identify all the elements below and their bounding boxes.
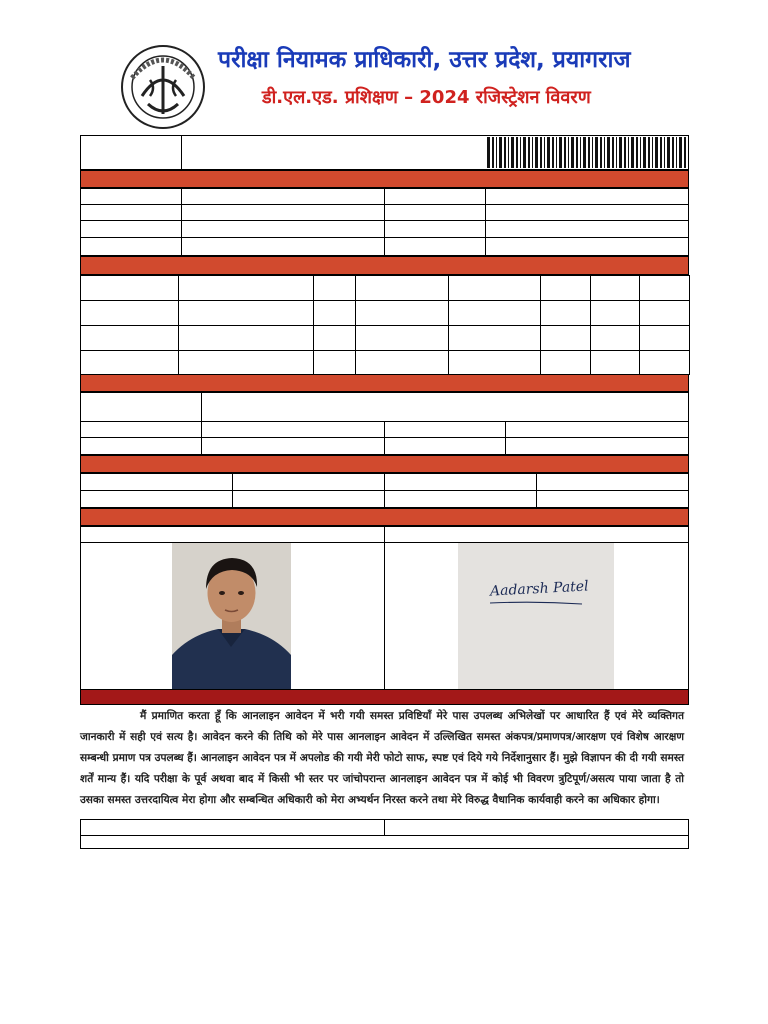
- barcode-bar: [684, 137, 686, 168]
- form-cell: [80, 220, 182, 238]
- form-cell: [536, 473, 689, 491]
- barcode-bar: [664, 137, 665, 168]
- form-cell: [384, 188, 486, 205]
- qualification-cell: [80, 300, 179, 326]
- barcode-bar: [580, 137, 581, 168]
- signature-label-cell: [384, 526, 689, 543]
- section-band-4: [80, 455, 689, 473]
- barcode-bar: [540, 137, 542, 168]
- form-cell: [232, 490, 385, 508]
- barcode-bar: [619, 137, 622, 168]
- barcode-bar: [511, 137, 514, 168]
- qualification-cell: [178, 275, 314, 301]
- form-row: [80, 526, 689, 543]
- qualification-cell: [313, 300, 356, 326]
- barcode-bar: [667, 137, 670, 168]
- barcode-bar: [679, 137, 682, 168]
- page-subtitle: डी.एल.एड. प्रशिक्षण – 2024 रजिस्ट्रेशन विवरण: [262, 87, 591, 108]
- barcode-bar: [508, 137, 509, 168]
- form-cell: [80, 437, 202, 455]
- form-cell: [485, 188, 689, 205]
- barcode-bar: [520, 137, 521, 168]
- form-row: [80, 437, 689, 455]
- qualification-cell: [590, 300, 640, 326]
- barcode-bar: [652, 137, 653, 168]
- qualification-cell: [590, 325, 640, 351]
- section-band-5: [80, 508, 689, 526]
- page-header: [0, 0, 768, 130]
- barcode-bar: [496, 137, 497, 168]
- barcode-bar: [628, 137, 629, 168]
- form-cell: [384, 819, 689, 836]
- qualification-cell: [355, 350, 449, 375]
- form-row: [80, 237, 689, 256]
- barcode-bar: [612, 137, 614, 168]
- barcode-bar: [547, 137, 550, 168]
- qualification-cell: [448, 350, 541, 375]
- qualification-cell: [313, 275, 356, 301]
- signature-underline-icon: [488, 599, 584, 607]
- barcode-bar: [564, 137, 566, 168]
- form-row: [80, 392, 689, 422]
- barcode-bar: [640, 137, 641, 168]
- page-title: परीक्षा नियामक प्राधिकारी, उत्तर प्रदेश, प्रयागराज: [218, 47, 631, 73]
- barcode-bar: [499, 137, 502, 168]
- candidate-signature: [458, 543, 614, 689]
- barcode-bar: [532, 137, 533, 168]
- barcode-bar: [595, 137, 598, 168]
- section-band-bottom: [80, 689, 689, 705]
- barcode-bar: [672, 137, 674, 168]
- barcode-bar: [600, 137, 602, 168]
- form-row: [80, 220, 689, 238]
- qualification-cell: [80, 325, 179, 351]
- form-cell: [505, 421, 689, 438]
- form-cell: [384, 473, 537, 491]
- form-cell: [384, 220, 486, 238]
- form-cell: [485, 220, 689, 238]
- barcode-bar: [576, 137, 578, 168]
- qualification-cell: [313, 325, 356, 351]
- qualification-cell: [178, 350, 314, 375]
- barcode-bar: [588, 137, 590, 168]
- form-row: [80, 188, 689, 205]
- form-row: [80, 473, 689, 491]
- qualification-cell: [590, 275, 640, 301]
- barcode-bar: [492, 137, 494, 168]
- qualification-cell: [639, 275, 690, 301]
- barcode-bar: [523, 137, 526, 168]
- form-cell: [80, 819, 385, 836]
- qualification-cell: [355, 275, 449, 301]
- barcode-bar: [504, 137, 506, 168]
- form-cell: [384, 421, 506, 438]
- qualification-cell: [80, 350, 179, 375]
- form-cell: [80, 392, 202, 422]
- barcode-bar: [676, 137, 677, 168]
- form-cell: [80, 204, 182, 221]
- barcode-icon: [487, 137, 687, 168]
- form-cell: [384, 490, 537, 508]
- form-row: [80, 421, 689, 438]
- qualification-cell: [178, 300, 314, 326]
- form-cell: [485, 204, 689, 221]
- form-cell: [80, 237, 182, 256]
- form-row: [80, 490, 689, 508]
- form-cell: [384, 204, 486, 221]
- qualification-cell: [590, 350, 640, 375]
- qualification-row: [80, 300, 689, 326]
- barcode-bar: [636, 137, 638, 168]
- barcode-bar: [552, 137, 554, 168]
- qualification-cell: [80, 275, 179, 301]
- form-cell: [201, 421, 385, 438]
- qualification-cell: [639, 325, 690, 351]
- qualification-cell: [540, 350, 591, 375]
- section-band-2: [80, 256, 689, 275]
- qualification-cell: [178, 325, 314, 351]
- signature-text: Aadarsh Patel: [489, 578, 589, 600]
- qualification-row: [80, 275, 689, 301]
- form-row: [80, 204, 689, 221]
- barcode-bar: [544, 137, 545, 168]
- barcode-bar: [556, 137, 557, 168]
- barcode-bar: [583, 137, 586, 168]
- qualification-cell: [448, 300, 541, 326]
- qualification-cell: [313, 350, 356, 375]
- form-cell: [232, 473, 385, 491]
- qualification-cell: [639, 350, 690, 375]
- form-cell: [80, 188, 182, 205]
- up-government-seal-icon: [120, 44, 206, 130]
- form-cell: [181, 188, 385, 205]
- photo-label-cell: [80, 526, 385, 543]
- barcode-bar: [516, 137, 518, 168]
- form-cell: [181, 204, 385, 221]
- form-cell: [505, 437, 689, 455]
- form-cell: [80, 135, 182, 170]
- barcode-bar: [592, 137, 593, 168]
- declaration-text: मैं प्रमाणित करता हूँ कि आनलाइन आवेदन में भरी गयी समस्त प्रविष्टियाँ मेरे पास उपलब्ध अभिलेखों पर आधारित हैं एवं मेरे व्यक्तिगत जानकारी में सही एवं सत्य है। आवेदन करने की तिथि को मेरे पास आनलाइन आवेदन में उल्लिखित समस्त अंकपत्र/प्रमाणपत्र/आरक्षण एवं विशेष आरक्षण सम्बन्धी प्रमाण पत्र उपलब्ध हैं। आनलाइन आवेदन पत्र में अपलोड की गयी मेरी फोटो साफ, स्पष्ट एवं दिये गये निर्देशानुसार हैं। मुझे विज्ञापन की दी गयी समस्त शर्तें मान्य हैं। यदि परीक्षा के पूर्व अथवा बाद में किसी भी स्तर पर जांचोपरान्त आनलाइन आवेदन पत्र में कोई भी विवरण त्रुटिपूर्ण/असत्य पाया जाता है तो उसका समस्त उत्तरदायित्व मेरा होगा और सम्बन्धित अधिकारी को मेरा अभ्यर्थन निरस्त करने तथा मेरे विरुद्ध वैधानिक कार्यवाही करने का अधिकार होगा।: [80, 710, 684, 806]
- barcode-bar: [655, 137, 658, 168]
- form-top-row: [80, 135, 689, 170]
- section-band-1: [80, 170, 689, 188]
- qualification-cell: [639, 300, 690, 326]
- barcode-bar: [528, 137, 530, 168]
- barcode-bar: [604, 137, 605, 168]
- barcode-bar: [607, 137, 610, 168]
- qualification-cell: [355, 300, 449, 326]
- barcode-bar: [616, 137, 617, 168]
- barcode-bar: [535, 137, 538, 168]
- form-cell: [384, 237, 486, 256]
- person-photo-icon: [172, 543, 291, 689]
- qualification-cell: [448, 275, 541, 301]
- form-cell: [181, 220, 385, 238]
- barcode-bar: [643, 137, 646, 168]
- qualification-row: [80, 350, 689, 375]
- qualification-cell: [540, 275, 591, 301]
- form-cell: [201, 392, 689, 422]
- form-cell: [384, 437, 506, 455]
- barcode-bar: [487, 137, 490, 168]
- barcode-bar: [568, 137, 569, 168]
- barcode-bar: [660, 137, 662, 168]
- barcode-bar: [648, 137, 650, 168]
- qualification-cell: [540, 325, 591, 351]
- form-cell: [80, 473, 233, 491]
- signature-date-table: [80, 819, 689, 849]
- candidate-photo: [172, 543, 291, 689]
- form-cell: [485, 237, 689, 256]
- form-cell: [181, 237, 385, 256]
- qualification-row: [80, 325, 689, 351]
- form-cell: [80, 490, 233, 508]
- form-cell: [536, 490, 689, 508]
- form-cell: [80, 421, 202, 438]
- qualification-cell: [540, 300, 591, 326]
- barcode-bar: [631, 137, 634, 168]
- form-cell: [201, 437, 385, 455]
- barcode-bar: [571, 137, 574, 168]
- section-band-3: [80, 374, 689, 392]
- qualification-cell: [448, 325, 541, 351]
- form-cell: [80, 835, 689, 849]
- barcode-bar: [559, 137, 562, 168]
- qualification-cell: [355, 325, 449, 351]
- barcode-bar: [624, 137, 626, 168]
